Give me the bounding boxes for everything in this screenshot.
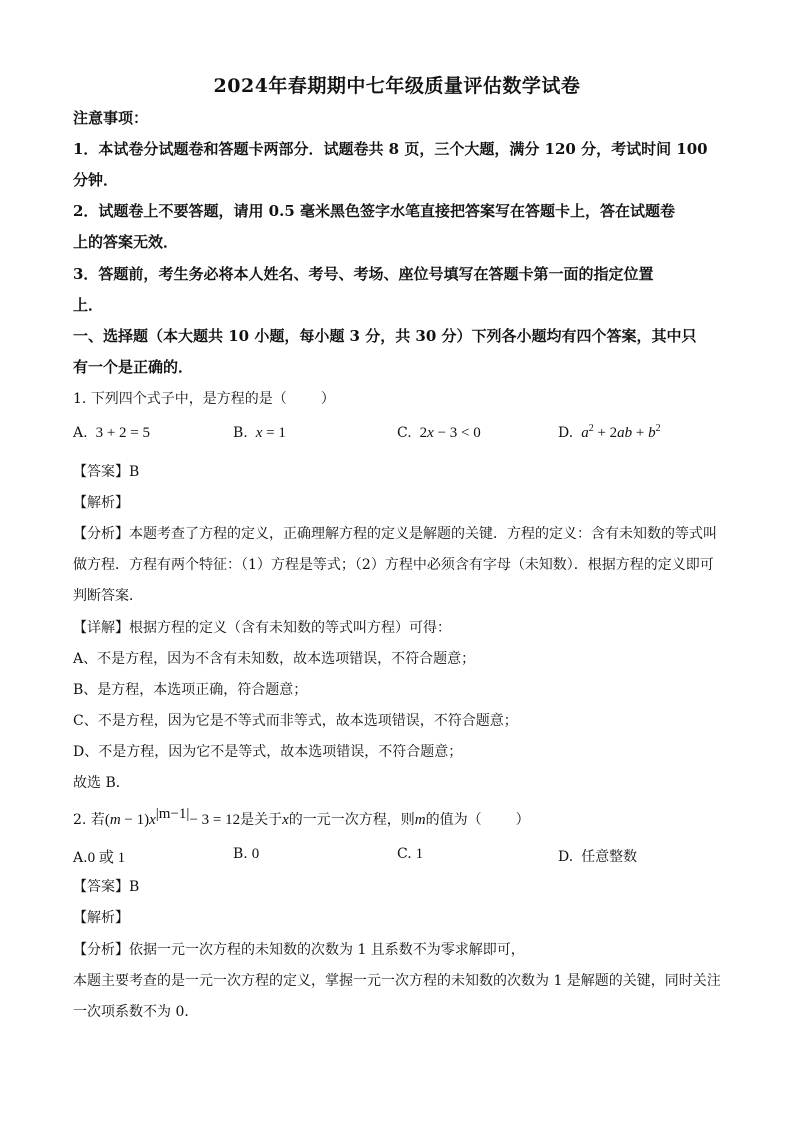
option-text: 任意整数 xyxy=(581,849,638,865)
option-text: 2x − 3 < 0 xyxy=(419,425,481,441)
question-1-detail-line-6: 故选 B． xyxy=(73,775,130,791)
question-2-var2: m xyxy=(414,812,426,828)
question-1-analysis-line-3: 判断答案． xyxy=(73,588,143,604)
question-1-option-a[interactable] xyxy=(73,425,150,442)
question-2-analysis-line-3: 一次项系数不为 0． xyxy=(73,1004,199,1020)
option-text: 1 xyxy=(415,846,424,862)
notice-line-4: 上的答案无效． xyxy=(73,233,179,251)
question-2-analysis-line-2: 本题主要考查的是一元一次方程的定义，掌握一元一次方程的未知数的次数为 1 是解题的关键，同时关注 xyxy=(73,973,721,989)
question-2-option-c[interactable] xyxy=(397,846,423,863)
question-2-close: ） xyxy=(515,812,530,828)
option-letter: A. xyxy=(73,425,88,441)
question-1-answer: 【答案】B xyxy=(73,464,140,480)
option-letter: C. xyxy=(397,846,412,862)
question-1-stem-close: ） xyxy=(320,391,335,407)
notice-heading: 注意事项： xyxy=(73,109,149,127)
question-2-option-a[interactable] xyxy=(73,846,125,867)
question-2-analysis-line-1: 【分析】依据一元一次方程的未知数的次数为 1 且系数不为零求解即可， xyxy=(73,942,525,958)
question-1-stem xyxy=(73,389,733,409)
question-1-option-d[interactable] xyxy=(558,425,661,442)
question-2-answer: 【答案】B xyxy=(73,879,140,895)
question-2-base: x xyxy=(149,812,156,828)
page-title: 2024年春期期中七年级质量评估数学试卷 xyxy=(213,75,581,97)
section-heading-line-2: 有一个是正确的． xyxy=(73,358,194,376)
question-2-mid2: 的一元一次方程，则 xyxy=(288,812,415,828)
option-letter: B. xyxy=(233,846,248,862)
question-2-option-d[interactable] xyxy=(558,846,637,866)
question-2-exponent: |m−1| xyxy=(155,806,190,822)
question-2-analysis-heading: 【解析】 xyxy=(73,910,129,926)
option-letter: C. xyxy=(397,425,412,441)
question-2-var: x xyxy=(282,812,289,828)
question-1-option-c[interactable] xyxy=(397,425,481,442)
question-1-analysis-heading: 【解析】 xyxy=(73,495,129,511)
option-text: 0 或 1 xyxy=(87,850,126,866)
question-1-detail-line-2: A、不是方程，因为不含有未知数，故本选项错误，不符合题意； xyxy=(73,651,476,667)
question-2-options xyxy=(73,846,733,868)
option-text: x = 1 xyxy=(255,425,286,441)
notice-line-1: 1．本试卷分试题卷和答题卡两部分．试题卷共 8 页，三个大题，满分 120 分，考试时间 100 xyxy=(73,140,708,158)
question-1-detail-line-4: C、不是方程，因为它是不等式而非等式，故本选项错误，不符合题意； xyxy=(73,713,518,729)
question-1-detail-line-5: D、不是方程，因为它不是等式，故本选项错误，不符合题意； xyxy=(73,744,463,760)
option-letter: D. xyxy=(558,849,574,865)
option-text: 0 xyxy=(251,846,260,862)
question-1-stem-text: 1. 下列四个式子中，是方程的是（ xyxy=(73,391,287,407)
question-2-expr-a: (m − 1) xyxy=(104,812,150,828)
question-2-option-b[interactable] xyxy=(233,846,259,863)
question-2-expr-b: − 3 = 12 xyxy=(189,812,241,828)
option-text: $a^2 + 2ab + b^2$ xyxy=(581,423,661,441)
option-text: 3 + 2 = 5 xyxy=(95,425,150,441)
option-letter: A. xyxy=(73,850,88,866)
notice-line-6: 上． xyxy=(73,296,104,314)
question-2-stem xyxy=(73,806,733,830)
notice-line-3: 2．试题卷上不要答题，请用 0.5 毫米黑色签字水笔直接把答案写在答题卡上，答在试题卷 xyxy=(73,202,675,220)
question-1-analysis-line-1: 【分析】本题考查了方程的定义，正确理解方程的定义是解题的关键．方程的定义：含有未知数的等式叫 xyxy=(73,526,717,542)
question-1-analysis-line-2: 做方程．方程有两个特征：（1）方程是等式；（2）方程中必须含有字母（未知数）．根据方程的定义即可 xyxy=(73,557,714,573)
section-heading-line-1: 一、选择题（本大题共 10 小题，每小题 3 分，共 30 分）下列各小题均有四个答案，其中只 xyxy=(73,327,697,345)
notice-line-2: 分钟． xyxy=(73,171,119,189)
question-2-end: 的值为（ xyxy=(425,812,482,828)
question-1-detail-line-3: B、是方程，本选项正确，符合题意； xyxy=(73,682,308,698)
option-letter: D. xyxy=(558,425,574,441)
option-letter: B. xyxy=(233,425,248,441)
question-2-mid: 是关于 xyxy=(240,812,283,828)
question-1-option-b[interactable] xyxy=(233,425,286,442)
question-2-number: 2. 若 xyxy=(73,812,105,828)
question-1-options xyxy=(73,425,733,447)
question-1-detail-line-1: 【详解】根据方程的定义（含有未知数的等式叫方程）可得： xyxy=(73,620,451,636)
notice-line-5: 3．答题前，考生务必将本人姓名、考号、考场、座位号填写在答题卡第一面的指定位置 xyxy=(73,265,654,283)
